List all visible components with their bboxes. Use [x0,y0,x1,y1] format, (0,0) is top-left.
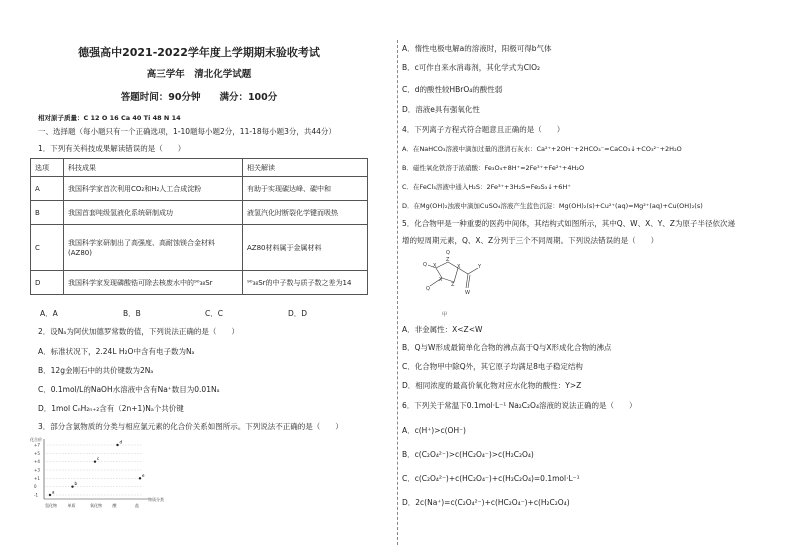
q3-option[interactable]: D．溶液e具有强氧化性 [402,105,480,114]
q5-stem: 5．化合物甲是一种重要的医药中间体，其结构式如图所示，其中Q、W、X、Y、Z为原子半径依次递 [402,219,735,228]
table-cell: C [31,225,64,271]
chart-points [49,440,145,497]
atomic-masses: 相对原子质量：C 12 O 16 Ca 40 Ti 48 N 14 [38,114,181,122]
q4-option[interactable]: D．在Mg(OH)₂浊液中滴加CuSO₄溶液产生蓝色沉淀：Mg(OH)₂(s)+Cu²⁺(aq)=Mg²⁺(aq)+Cu(OH)₂(s) [402,202,703,210]
table-header-cell: 科技成果 [64,159,243,177]
exam-subtitle: 高三学年 清北化学试题 [146,69,252,80]
chart-y-tick: 0 [34,484,37,490]
q1-choice[interactable]: B．B [123,309,141,318]
chart-y-tick: +7 [34,442,40,448]
table-header-cell: 选项 [31,159,64,177]
q3-option[interactable]: A．惰性电极电解a的溶液时，阳极可得b气体 [402,44,552,53]
valence-chart [30,437,190,515]
section-heading: 一、选择题（每小题只有一个正确选项，1-10题每小题2分，11-18每小题3分，共44分） [38,127,336,136]
compound-label: 甲 [442,312,448,318]
chart-x-tick: 盐 [135,503,139,508]
q1-choice[interactable]: A．A [40,309,58,318]
chart-x-tick: 单质 [67,503,76,508]
q5-option[interactable]: C．化合物甲中除Q外，其它原子均满足8电子稳定结构 [402,362,583,371]
table-header-row [31,159,368,177]
table-cell: D [31,271,64,295]
chart-x-label: 物质分类 [148,497,164,502]
q6-option[interactable]: D．2c(Na⁺)=c(C₂O₄²⁻)+c(HC₂O₄⁻)+c(H₂C₂O₄) [402,498,570,507]
q1-choice[interactable]: C．C [205,309,223,318]
q5-option[interactable]: B．Q与W形成最简单化合物的沸点高于Q与X形成化合物的沸点 [402,343,612,352]
svg-text:X: X [439,277,443,283]
chart-y-tick: -1 [34,492,38,498]
q3-stem: 3．部分含氯物质的分类与相应氯元素的化合价关系如图所示。下列说法不正确的是（ ） [38,422,343,431]
q4-option[interactable]: C．在FeCl₃溶液中通入H₂S：2Fe³⁺+3H₂S=Fe₂S₃↓+6H⁺ [402,183,571,191]
q3-option[interactable]: B．c可作自来水消毒剂，其化学式为ClO₂ [402,63,540,72]
chart-point-label: d [119,439,123,445]
svg-text:X: X [457,264,461,270]
q5-stem: 增的短周期元素，Q、X、Z分列于三个不同周期。下列说法错误的是（ ） [402,236,659,245]
svg-text:Q: Q [446,250,450,256]
table-cell: ⁹⁰₃₈Sr的中子数与质子数之差为14 [243,271,368,295]
q4-option[interactable]: A．在NaHCO₃溶液中滴加过量的澄清石灰水：Ca²⁺+2OH⁻+2HCO₃⁻=CaCO₃↓+CO₃²⁻+2H₂O [402,145,682,153]
chart-point-label: c [97,456,100,462]
chart-x-tick: 氧化物 [90,503,102,508]
svg-text:Y: Y [478,264,482,270]
chart-point-label: b [74,481,78,487]
compound-structure [408,248,498,320]
structure-atoms [423,250,482,318]
table-cell: 我国首套吨级氢液化系统研制成功 [64,201,243,225]
chart-grid [44,445,142,495]
chart-point [49,494,51,496]
q2-option[interactable]: C．0.1mol/L的NaOH水溶液中含有Na⁺数目为0.01Nₐ [38,385,220,394]
chart-y-tick: +5 [34,450,40,456]
chart-point [116,444,118,446]
chart-y-tick: +1 [34,475,40,481]
table-cell: B [31,201,64,225]
chart-y-label: 化合价 [30,437,42,442]
chart-point [94,460,96,462]
chart-y-tick: +3 [34,467,40,473]
chart-point [71,485,73,487]
table-cell: 液氢汽化时断裂化学键而吸热 [243,201,368,225]
table-cell: A [31,177,64,201]
table-cell: AZ80材料属于金属材料 [243,225,368,271]
q2-option[interactable]: B．12g金刚石中的共价键数为2Nₐ [38,366,154,375]
exam-title: 德强高中2021-2022学年度上学期期末验收考试 [78,46,320,59]
q1-stem: 1．下列有关科技成果解读错误的是（ ） [38,144,186,153]
q2-option[interactable]: A．标准状况下，2.24L H₂O中含有电子数为Nₐ [38,347,195,356]
chart-point-label: e [142,472,145,478]
table-header-cell: 相关解读 [243,159,368,177]
q3-option[interactable]: C．d的酸性较HBrO₄的酸性弱 [402,85,503,94]
chart-point [139,477,141,479]
svg-text:X: X [433,263,437,269]
q1-choice[interactable]: D．D [288,309,308,318]
svg-text:Z: Z [446,257,450,263]
table-cell: 有助于实现碳达峰、碳中和 [243,177,368,201]
column-divider [397,40,398,545]
chart-x-tick: 氢化物 [45,503,57,508]
svg-text:Q: Q [426,286,430,292]
chart-y-ticks [34,443,40,498]
q5-option[interactable]: A．非金属性：X<Z<W [402,325,483,334]
svg-text:Q: Q [423,262,427,268]
q2-option[interactable]: D．1mol CₙH₂ₙ₊₂含有（2n+1)Nₐ个共价键 [38,404,184,413]
table-row [31,177,368,201]
chart-y-tick: +4 [34,459,40,465]
chart-x-ticks [45,502,139,508]
q5-option[interactable]: D．相同浓度的最高价氧化物对应水化物的酸性：Y>Z [402,381,582,390]
q1-table [30,158,368,295]
exam-time-score: 答题时间：90分钟 满分：100分 [120,92,278,103]
q4-option[interactable]: B．磁性氧化铁溶于浓硝酸：Fe₃O₄+8H⁺=2Fe³⁺+Fe²⁺+4H₂O [402,164,585,172]
table-row [31,271,368,295]
table-row [31,225,368,271]
table-row [31,201,368,225]
q6-option[interactable]: A．c(H⁺)>c(OH⁻) [402,426,466,435]
q2-stem: 2．设Nₐ为阿伏加德罗常数的值，下列说法正确的是（ ） [38,327,239,336]
table-cell: 我国科学家发现磷酸锆可除去核废水中的⁹⁰₃₈Sr [64,271,243,295]
q6-stem: 6．下列关于常温下0.1mol·L⁻¹ Na₂C₂O₄溶液的说法正确的是（ ） [402,401,637,410]
svg-text:Z: Z [451,282,455,288]
q4-stem: 4．下列离子方程式符合题意且正确的是（ ） [402,125,565,134]
q6-option[interactable]: B．c(C₂O₄²⁻)>c(HC₂O₄⁻)>c(H₂C₂O₄) [402,450,534,459]
svg-text:W: W [465,290,470,296]
chart-point-label: a [52,489,55,495]
table-cell: 我国科学家研制出了高强度、高耐蚀镁合金材料(AZ80) [64,225,243,271]
q6-option[interactable]: C．c(C₂O₄²⁻)+c(HC₂O₄⁻)+c(H₂C₂O₄)=0.1mol·L⁻¹ [402,474,580,483]
table-cell: 我国科学家首次利用CO₂和H₂人工合成淀粉 [64,177,243,201]
chart-x-tick: 酸 [112,503,117,508]
